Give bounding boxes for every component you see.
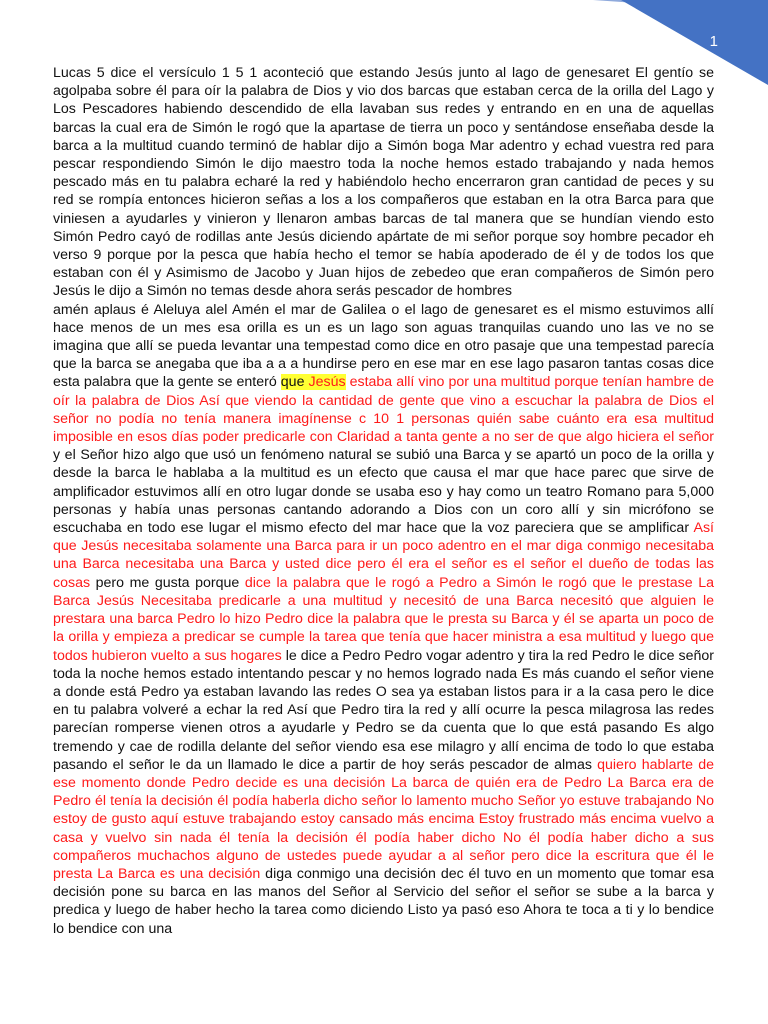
- text-segment: pero me gusta porque: [90, 574, 245, 591]
- paragraph: [53, 64, 714, 301]
- text-segment: Lucas 5 dice el versículo 1 5 1 aconteció que estando Jesús junto al lago de genesaret El gentío se agolpaba sobre él para oír la palabra de Dios y vio dos barcas que estaban cerca de la orilla del Lago y Los Pescadores habiendo descendido de ella lavaban sus redes y entrando en en una de aquellas barcas la cual era de Simón le rogó que la apartase de tierra un poco y sentándose enseñaba desde la barca a la multitud cuando terminó de hablar dijo a Simón boga Mar adentro y echad vuestra red para pescar respondiendo Simón le dijo maestro toda la noche hemos estado trabajando y nada hemos pescado más en tu palabra echaré la red y habiéndolo hecho encerraron gran cantidad de peces y su red se rompía entonces hicieron señas a los a los compañeros que estaban en la otra Barca para que viniesen a ayudarles y vinieron y llenaron ambas barcas de tal manera que se hundían viendo esto Simón Pedro cayó de rodillas ante Jesús diciendo apártate de mi señor porque soy hombre pecador eh verso 9 porque por la pesca que había hecho el temor se había apoderado de él y de todos los que estaban con él y Asimismo de Jacobo y Juan hijos de zebedeo que eran compañeros de Simón pero Jesús le dijo a Simón no temas desde ahora serás pescador de hombres: [53, 65, 714, 300]
- text-segment: Así que Jesús necesitaba solamente una Barca para ir un poco adentro en el mar diga conmigo necesitaba una Barca necesitaba una Barca y usted dice pero él era el señor es el señor el dueño de todas las cosas: [53, 520, 714, 591]
- text-segment: que: [280, 374, 305, 391]
- text-segment: amén aplaus é Aleluya alel Amén el mar de Galilea o el lago de genesaret es el mismo estuvimos allí hace menos de un mes esa orilla es un es un lago son aguas tranquilas cuando uno las ve no se imagina que allí se pueda levantar una tempestad como dice en otro pasaje que una tempestad parecía que la barca se anegaba que iba a a a hundirse pero en ese mar en ese lago pasaron tantas cosas dice esta palabra que la gente se enteró: [53, 301, 714, 391]
- text-segment: le dice a Pedro Pedro vogar adentro y tira la red Pedro le dice señor toda la noche hemos estado intentando pescar y no hemos logrado nada Es más cuando el señor viene a donde está Pedro ya estaban lavando las redes O sea ya estaban listos para ir a la casa pero le dice en tu palabra volveré a echar la red Así que Pedro tira la red y allí ocurre la pesca milagrosa las redes parecían romperse vienen otros a ayudarle y Pedro se da cuenta que lo que está pasando Es algo tremendo y cae de rodilla delante del señor viendo esa ese milagro y allí encima de todo lo que estaba pasando el señor le da un llamado le dice a partir de hoy serás pescador de almas: [53, 647, 715, 773]
- text-segment: diga conmigo una decisión dec él tuvo en un momento que tomar esa decisión pone su barca en las manos del Señor al Servicio del señor el señor se sube a la barca y predica y luego de haber hecho la tarea como diciendo Listo ya pasó eso Ahora te toca a ti y lo bendice lo bendice con una: [53, 865, 714, 937]
- page-number: 1: [709, 33, 718, 50]
- text-segment: dice la palabra que le rogó a Pedro a Simón le rogó que le prestase La Barca Jesús Necesitaba predicarle a una multitud y necesitó de una Barca necesitó que alguien le prestara una barca Pedro lo hizo Pedro dice la palabra que le presta su Barca y él se aparta un poco de la orilla y empieza a predicar se cumple la tarea que tenía que hacer ministra a esa multitud y luego que todos hubieron vuelto a sus hogares: [53, 574, 714, 664]
- document-body: [53, 64, 714, 938]
- text-segment: Jesús: [308, 374, 346, 391]
- paragraph: [53, 301, 714, 938]
- text-segment: [304, 374, 308, 390]
- text-segment: y el Señor hizo algo que usó un fenómeno natural se subió una Barca y se apartó un poco de la orilla y desde la barca le hablaba a la multitud es un efecto que causa el mar que hace parec que sirve de amplificador estuvimos allí en otro lugar donde se usaba eso y hay como un teatro Romano para 5,000 personas y había unas personas cantando adorando a Dios con un coro allí y sin micrófono se escuchaba en todo ese lugar el mismo efecto del mar hace que la voz pareciera que se amplificar: [53, 447, 714, 537]
- text-segment: quiero hablarte de ese momento donde Pedro decide es una decisión La barca de quién era de Pedro La Barca era de Pedro él tenía la decisión él podía haberla dicho señor lo lamento mucho Señor yo estuve trabajando No estoy de gusto aquí estuve trabajando estoy cansado más encima Estoy frustrado más encima vuelvo a casa y vuelvo sin nada él tenía la decisión él podía haber dicho No él podía haber dicho a sus compañeros muchachos alguno de ustedes puede ayudar a al señor pero dice la escritura que él le presta La Barca es una decisión: [53, 756, 714, 882]
- text-segment: estaba allí vino por una multitud porque tenían hambre de oír la palabra de Dios Así que viendo la cantidad de gente que vino a escuchar la palabra de Dios el señor no podía no tenía manera imagínense c 10 1 personas quién sabe cuánto era esa multitud imposible en esos días poder predicarle con Claridad a tanta gente a no ser de que algo hiciera el señor: [53, 374, 714, 446]
